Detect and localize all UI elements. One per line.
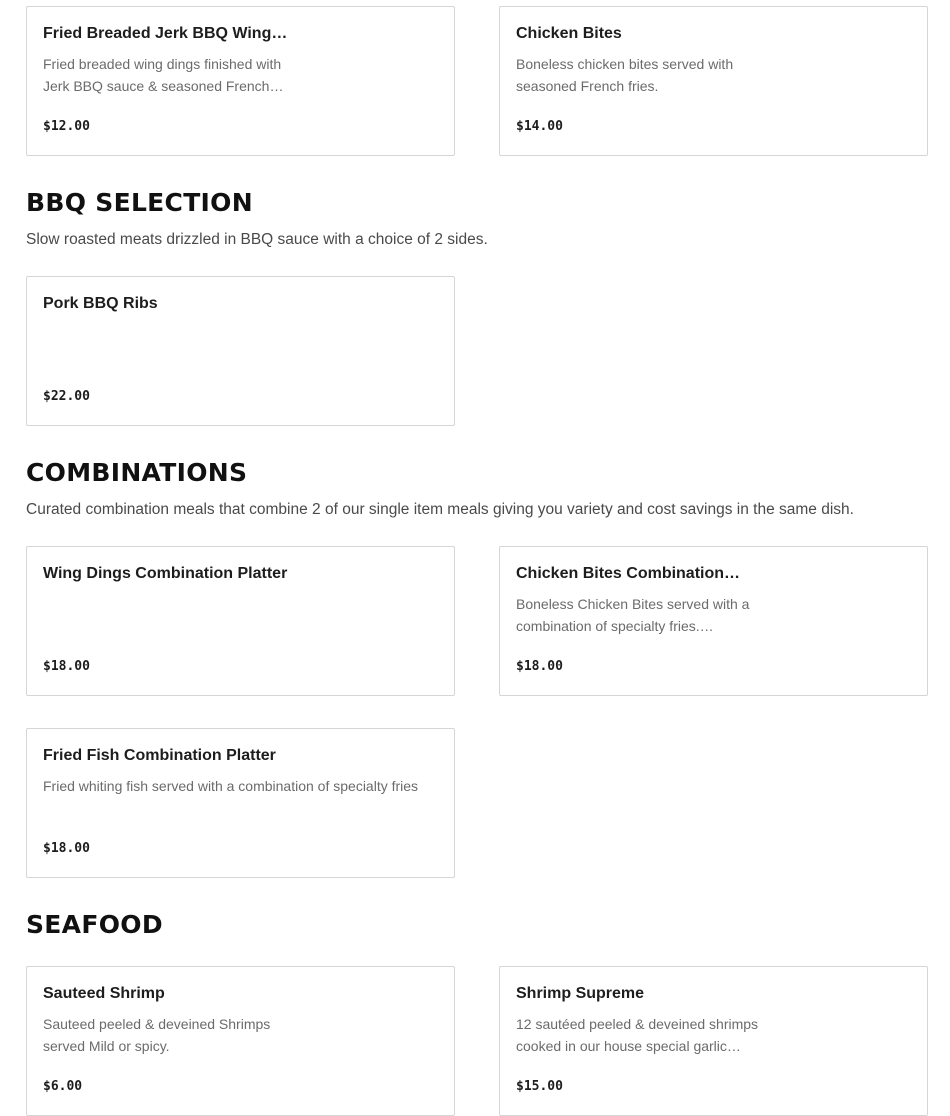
menu-item-price: $22.00 xyxy=(43,389,90,404)
section-title-seafood: SEAFOOD xyxy=(26,910,163,939)
menu-item-card[interactable] xyxy=(26,276,455,426)
menu-item-card[interactable] xyxy=(26,728,455,878)
menu-item-price: $12.00 xyxy=(43,119,90,134)
menu-item-description: 12 sautéed peeled & deveined shrimps cooked in our house special garlic… xyxy=(516,1016,759,1054)
menu-item-price: $14.00 xyxy=(516,119,563,134)
menu-item-card[interactable] xyxy=(499,6,928,156)
section-description-bbq: Slow roasted meats drizzled in BBQ sauce with a choice of 2 sides. xyxy=(26,231,488,248)
menu-item-price: $15.00 xyxy=(516,1079,563,1094)
section-description-combinations: Curated combination meals that combine 2 of our single item meals giving you variety and cost savings in the same dish. xyxy=(26,501,854,518)
menu-item-name: Fried Fish Combination Platter xyxy=(43,747,276,764)
section-title-bbq: BBQ SELECTION xyxy=(26,188,253,217)
menu-item-card[interactable] xyxy=(26,546,455,696)
menu-item-price: $18.00 xyxy=(43,659,90,674)
menu-item-name: Chicken Bites Combination… xyxy=(516,565,741,582)
menu-item-price: $18.00 xyxy=(43,841,90,856)
menu-item-name: Fried Breaded Jerk BBQ Wing… xyxy=(43,25,288,42)
menu-item-description: Fried breaded wing dings finished with Jerk BBQ sauce & seasoned French… xyxy=(43,56,284,94)
menu-item-name: Pork BBQ Ribs xyxy=(43,295,158,312)
menu-item-description: Boneless Chicken Bites served with a combination of specialty fries.… xyxy=(516,596,750,634)
menu-item-card[interactable] xyxy=(499,546,928,696)
menu-item-card[interactable] xyxy=(499,966,928,1116)
menu-item-description: Fried whiting fish served with a combination of specialty fries xyxy=(43,778,419,794)
menu-item-name: Wing Dings Combination Platter xyxy=(43,565,288,582)
menu-item-price: $6.00 xyxy=(43,1079,83,1094)
menu-item-price: $18.00 xyxy=(516,659,563,674)
menu-item-name: Chicken Bites xyxy=(516,25,622,42)
menu-item-description: Sauteed peeled & deveined Shrimps served Mild or spicy. xyxy=(43,1016,271,1054)
section-title-combinations: COMBINATIONS xyxy=(26,458,248,487)
menu-item-card[interactable] xyxy=(26,6,455,156)
menu-item-name: Shrimp Supreme xyxy=(516,985,645,1002)
menu-item-name: Sauteed Shrimp xyxy=(43,985,165,1002)
menu-item-card[interactable] xyxy=(26,966,455,1116)
menu-item-description: Boneless chicken bites served with seasoned French fries. xyxy=(516,56,734,94)
